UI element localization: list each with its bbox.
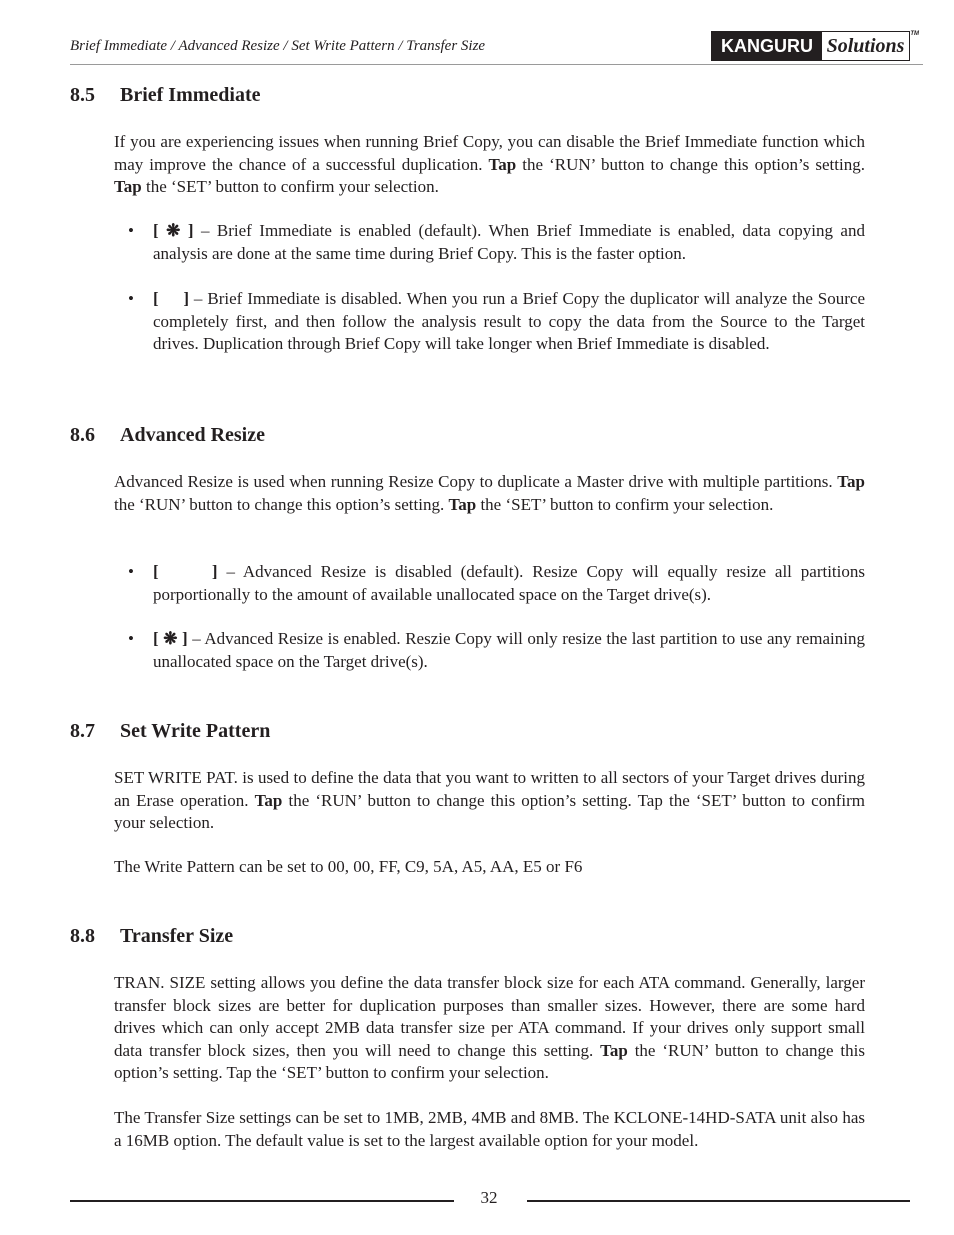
section-title-set-write-pattern: 8.7 Set Write Pattern bbox=[70, 720, 271, 742]
footer-rule-left bbox=[70, 1200, 454, 1202]
running-header: Brief Immediate / Advanced Resize / Set Write Pattern / Transfer Size bbox=[70, 38, 486, 54]
logo-secondary: Solutions TM bbox=[826, 31, 919, 57]
kanguru-logo bbox=[711, 31, 919, 61]
advanced-resize-intro: Advanced Resize is used when running Resize Copy to duplicate a Master drive with multiple partitions. Tap the ‘RUN’ button to change this option’s setting. Tap the ‘SET’ button to confirm your selection. bbox=[114, 472, 865, 514]
write-pattern-values-note: The Write Pattern can be set to 00, 00, FF, C9, 5A, A5, AA, E5 or F6 bbox=[114, 857, 583, 876]
bullet: • bbox=[128, 562, 134, 581]
logo-primary: KANGURU bbox=[712, 32, 822, 60]
set-write-pattern-intro: SET WRITE PAT. is used to define the data that you want to written to all sectors of your Target drives during an Erase operation. Tap the ‘RUN’ button to change this option’s setting. Tap the ‘SET’ button to confirm your selection. bbox=[114, 768, 865, 832]
transfer-size-intro: TRAN. SIZE setting allows you define the data transfer block size for each ATA command. Generally, larger transfer block sizes are better for duplication purposes than smaller sizes. However, there are some hard drives which can only accept 2MB data transfer size per ATA command. If your drives only support small data transfer block sizes, then you will need to change this setting. Tap the ‘RUN’ button to change this option’s setting. Tap the ‘SET’ button to confirm your selection. bbox=[114, 973, 865, 1082]
bullet: • bbox=[128, 221, 134, 240]
advanced-resize-enabled-item: [ ❋ ] – Advanced Resize is enabled. Reszie Copy will only resize the last partition to use any remaining unallocated space on the Target drive(s). bbox=[153, 629, 865, 671]
brief-immediate-enabled-item: [ ❋ ] – Brief Immediate is enabled (default). When Brief Immediate is enabled, data copying and analysis are done at the same time during Brief Copy. This is the faster option. bbox=[153, 221, 865, 263]
bullet: • bbox=[128, 629, 134, 648]
advanced-resize-disabled-item: [ ] – Advanced Resize is disabled (default). Resize Copy will equally resize all partitions porportionally to the amount of available unallocated space on the Target drive(s). bbox=[153, 562, 865, 604]
header-rule bbox=[70, 64, 923, 65]
transfer-size-values-note: The Transfer Size settings can be set to 1MB, 2MB, 4MB and 8MB. The KCLONE-14HD-SATA unit also has a 16MB option. The default value is set to the largest available option for your model. bbox=[114, 1108, 865, 1150]
section-title-transfer-size: 8.8 Transfer Size bbox=[70, 925, 234, 947]
trademark-mark: TM bbox=[910, 31, 919, 37]
bullet: • bbox=[128, 289, 134, 308]
brief-immediate-intro: If you are experiencing issues when running Brief Copy, you can disable the Brief Immediate function which may improve the chance of a successful duplication. Tap the ‘RUN’ button to change this option’s setting. Tap the ‘SET’ button to confirm your selection. bbox=[114, 132, 865, 196]
page-number: 32 bbox=[480, 1188, 498, 1207]
section-title-advanced-resize: 8.6 Advanced Resize bbox=[70, 424, 265, 446]
brief-immediate-disabled-item: [ ] – Brief Immediate is disabled. When you run a Brief Copy the duplicator will analyze the Source completely first, and then follow the analysis result to copy the data from the Source to the Target drives. Duplication through Brief Copy will take longer when Brief Immediate is disabled. bbox=[153, 289, 866, 353]
footer-rule-right bbox=[527, 1200, 910, 1202]
section-title-brief-immediate: 8.5 Brief Immediate bbox=[70, 84, 261, 106]
